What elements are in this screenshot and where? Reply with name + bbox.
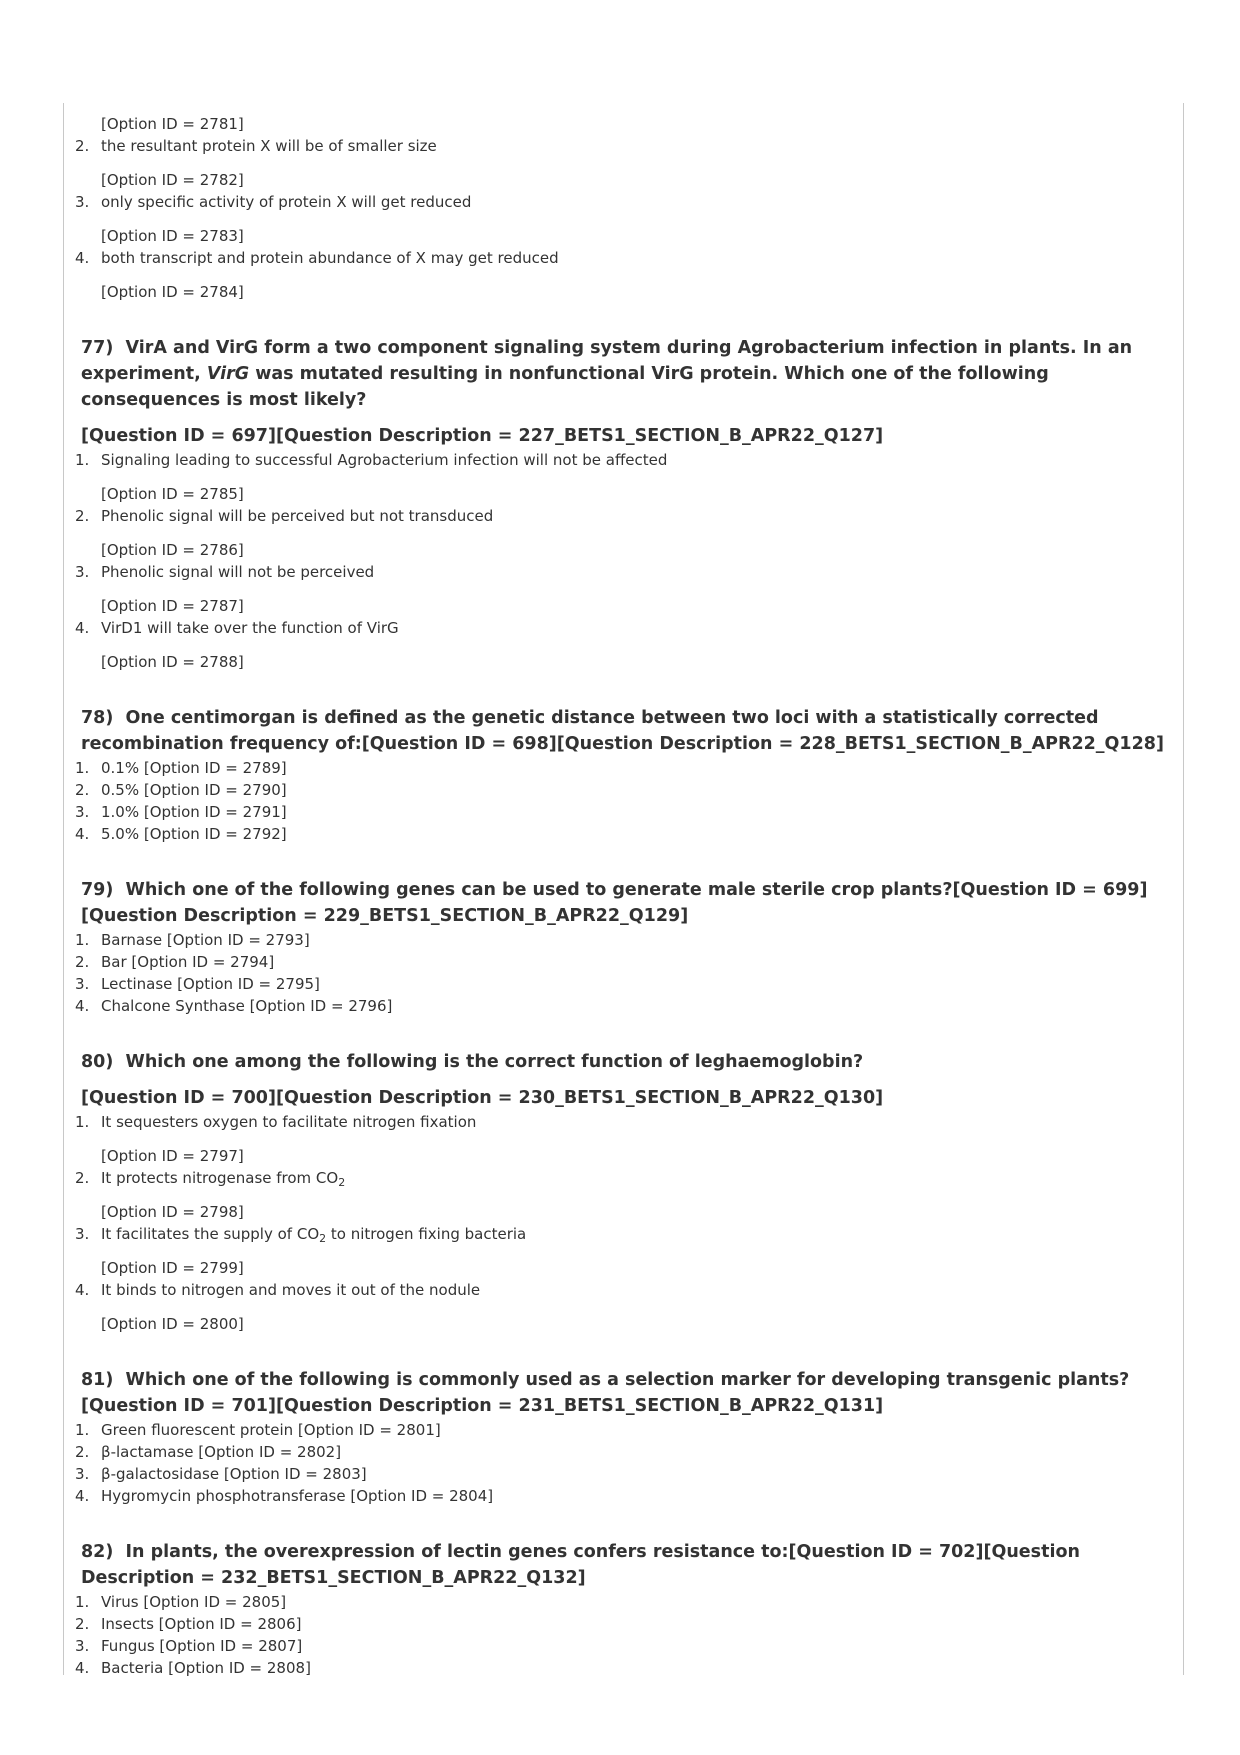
- option-id: [Option ID = 2781]: [101, 115, 244, 133]
- option-id: [Option ID = 2797]: [101, 1147, 244, 1165]
- option-id: [Option ID = 2783]: [101, 227, 244, 245]
- page-border-right: [1183, 103, 1184, 1675]
- option[interactable]: 3. only specific activity of protein X will get reduced: [75, 193, 472, 211]
- option[interactable]: 1. Virus [Option ID = 2805]: [75, 1593, 287, 1611]
- option[interactable]: 4. Chalcone Synthase [Option ID = 2796]: [75, 997, 393, 1015]
- option[interactable]: 2. the resultant protein X will be of smaller size: [75, 137, 437, 155]
- question-paper: [75, 113, 1165, 1679]
- option[interactable]: 3. Lectinase [Option ID = 2795]: [75, 975, 320, 993]
- option[interactable]: 4. Bacteria [Option ID = 2808]: [75, 1659, 311, 1677]
- question-text: 77) VirA and VirG form a two component signaling system during Agrobacterium infection in plants. In an experiment, VirG was mutated resulting in nonfunctional VirG protein. Which one of the following consequences is most likely?: [81, 338, 1133, 410]
- question-text: 81) Which one of the following is commonly used as a selection marker for developing transgenic plants?[Question ID = 701][Question Description = 231_BETS1_SECTION_B_APR22_Q131]: [81, 1370, 1130, 1416]
- option-id: [Option ID = 2782]: [101, 171, 244, 189]
- option[interactable]: 4. Hygromycin phosphotransferase [Option ID = 2804]: [75, 1487, 494, 1505]
- option-id: [Option ID = 2799]: [101, 1259, 244, 1277]
- option[interactable]: 4. both transcript and protein abundance of X may get reduced: [75, 249, 559, 267]
- option-id: [Option ID = 2785]: [101, 485, 244, 503]
- question-text: 79) Which one of the following genes can be used to generate male sterile crop plants?[Question ID = 699][Question Description = 229_BETS1_SECTION_B_APR22_Q129]: [81, 880, 1148, 926]
- option[interactable]: 2. β-lactamase [Option ID = 2802]: [75, 1443, 342, 1461]
- question-81: [75, 1367, 1165, 1507]
- option[interactable]: 4. VirD1 will take over the function of VirG: [75, 619, 399, 637]
- option[interactable]: 3. It facilitates the supply of $CO_2$ to nitrogen fixing bacteria: [75, 1225, 527, 1245]
- question-id: [Question ID = 700][Question Description = 230_BETS1_SECTION_B_APR22_Q130]: [81, 1088, 884, 1108]
- option[interactable]: 2. Insects [Option ID = 2806]: [75, 1615, 302, 1633]
- question-80: [75, 1049, 1165, 1335]
- page-border-left: [63, 103, 64, 1675]
- option[interactable]: 2. Phenolic signal will be perceived but not transduced: [75, 507, 494, 525]
- option-id: [Option ID = 2798]: [101, 1203, 244, 1221]
- option[interactable]: 1. Green fluorescent protein [Option ID = 2801]: [75, 1421, 441, 1439]
- option[interactable]: 1. Barnase [Option ID = 2793]: [75, 931, 310, 949]
- option[interactable]: 1. 0.1% [Option ID = 2789]: [75, 759, 287, 777]
- option[interactable]: 3. β-galactosidase [Option ID = 2803]: [75, 1465, 367, 1483]
- question-id: [Question ID = 697][Question Description = 227_BETS1_SECTION_B_APR22_Q127]: [81, 426, 884, 446]
- question-82: [75, 1539, 1165, 1679]
- question-text: 78) One centimorgan is defined as the genetic distance between two loci with a statistically corrected recombination frequency of:[Question ID = 698][Question Description = 228_BETS1_SECTION_B_APR22_Q128]: [81, 708, 1164, 754]
- option[interactable]: 4. It binds to nitrogen and moves it out of the nodule: [75, 1281, 481, 1299]
- option[interactable]: 2. Bar [Option ID = 2794]: [75, 953, 275, 971]
- option[interactable]: 1. Signaling leading to successful Agrobacterium infection will not be affected: [75, 451, 668, 469]
- option[interactable]: 3. 1.0% [Option ID = 2791]: [75, 803, 287, 821]
- option[interactable]: 4. 5.0% [Option ID = 2792]: [75, 825, 287, 843]
- option-id: [Option ID = 2787]: [101, 597, 244, 615]
- option[interactable]: 1. It sequesters oxygen to facilitate nitrogen fixation: [75, 1113, 477, 1131]
- question-78: [75, 705, 1165, 845]
- option[interactable]: 3. Phenolic signal will not be perceived: [75, 563, 375, 581]
- option-id: [Option ID = 2786]: [101, 541, 244, 559]
- option-id: [Option ID = 2800]: [101, 1315, 244, 1333]
- option[interactable]: 2. It protects nitrogenase from $CO_2$: [75, 1169, 346, 1189]
- question-text: 80) Which one among the following is the correct function of leghaemoglobin?: [81, 1052, 864, 1072]
- option[interactable]: 3. Fungus [Option ID = 2807]: [75, 1637, 303, 1655]
- option-id: [Option ID = 2788]: [101, 653, 244, 671]
- question-76-continued: [75, 113, 1165, 303]
- question-77: [75, 335, 1165, 673]
- question-79: [75, 877, 1165, 1017]
- option-id: [Option ID = 2784]: [101, 283, 244, 301]
- question-text: 82) In plants, the overexpression of lectin genes confers resistance to:[Question ID = 702][Question Description = 232_BETS1_SECTION_B_APR22_Q132]: [81, 1542, 1080, 1588]
- option[interactable]: 2. 0.5% [Option ID = 2790]: [75, 781, 287, 799]
